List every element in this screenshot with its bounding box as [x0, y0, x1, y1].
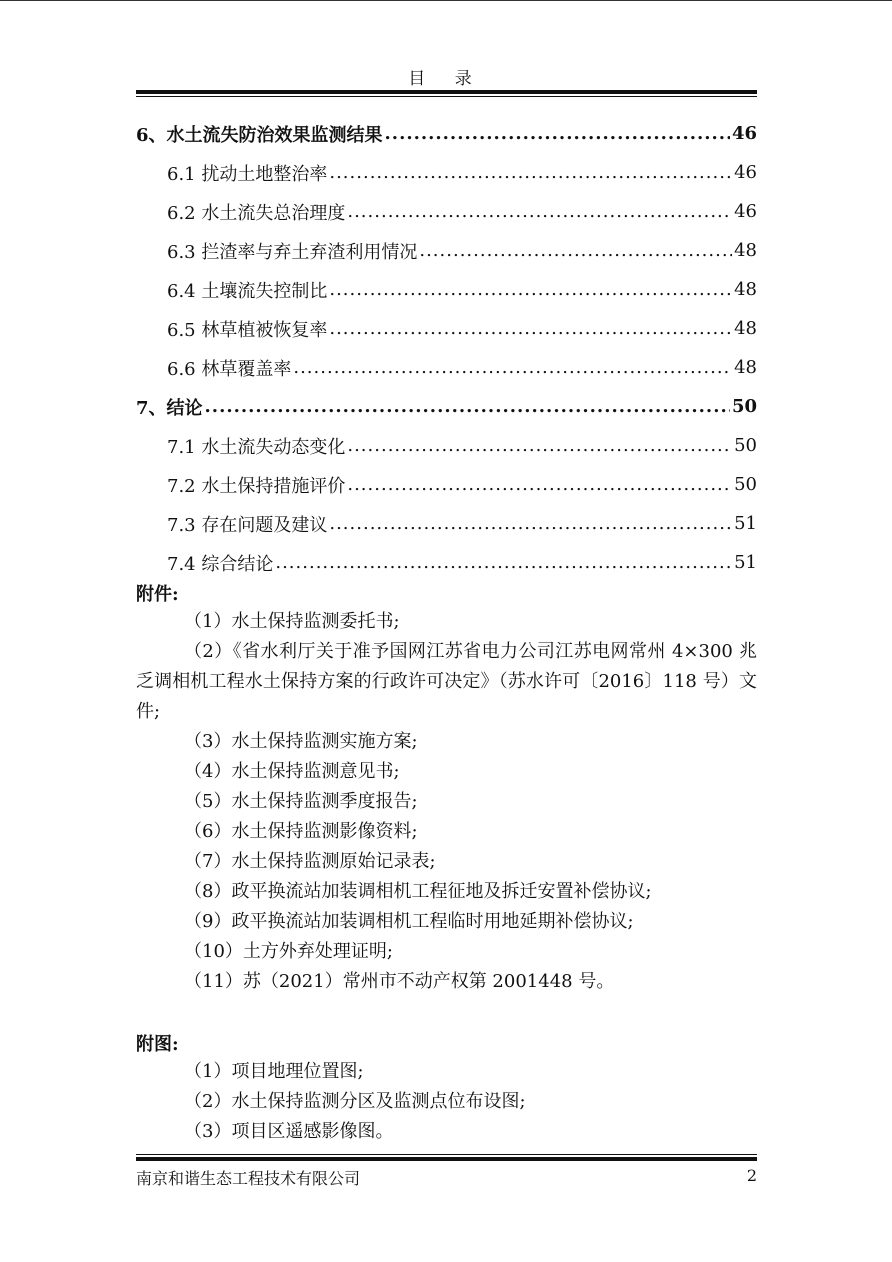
page-top-border	[0, 0, 892, 1]
toc-entry-page: 48	[734, 357, 757, 378]
toc-entry-title: 7.4 综合结论	[167, 553, 274, 575]
attachments-list	[136, 607, 757, 997]
toc-entry-title: 6.2 水土流失总治理度	[167, 202, 346, 224]
attachment-item: （3）水土保持监测实施方案;	[184, 731, 418, 752]
figures-title: 附图:	[136, 1034, 179, 1055]
toc-entry[interactable]	[136, 426, 757, 465]
toc-entry[interactable]	[136, 348, 757, 387]
attachment-item: （1）水土保持监测委托书;	[184, 611, 400, 632]
page-header-title: 目 录	[408, 69, 484, 89]
toc-entry-page: 48	[734, 240, 757, 261]
toc-leader-dots	[347, 474, 732, 495]
toc-entry[interactable]	[136, 153, 757, 192]
toc-entry[interactable]	[136, 231, 757, 270]
toc-entry-title: 7.3 存在问题及建议	[167, 514, 328, 536]
figure-item: （2）水土保持监测分区及监测点位布设图;	[184, 1091, 526, 1112]
toc-leader-dots	[275, 552, 732, 573]
toc-entry-title: 6.6 林草覆盖率	[167, 358, 292, 380]
toc-entry[interactable]	[136, 465, 757, 504]
toc-leader-dots	[329, 513, 732, 534]
toc-entry[interactable]	[136, 192, 757, 231]
toc-entry-title: 6.3 拦渣率与弃土弃渣利用情况	[167, 241, 418, 263]
toc-entry-page: 46	[734, 201, 757, 222]
toc-leader-dots	[293, 357, 732, 378]
figures-list	[136, 1057, 757, 1147]
table-of-contents	[136, 114, 757, 582]
attachment-item: （5）水土保持监测季度报告;	[184, 791, 418, 812]
toc-entry[interactable]	[136, 504, 757, 543]
attachment-item: （7）水土保持监测原始记录表;	[184, 851, 436, 872]
toc-entry-title: 6、水土流失防治效果监测结果	[136, 124, 383, 146]
attachment-item: （8）政平换流站加装调相机工程征地及拆迁安置补偿协议;	[184, 881, 652, 902]
toc-entry[interactable]	[136, 387, 757, 426]
attachments-title: 附件:	[136, 584, 179, 605]
footer-page-number: 2	[746, 1166, 757, 1185]
attachment-item: （10）土方外弃处理证明;	[184, 941, 393, 962]
toc-entry-title: 7、结论	[136, 397, 203, 419]
footer-rule-thin	[136, 1154, 757, 1155]
attachment-item: （6）水土保持监测影像资料;	[184, 821, 418, 842]
toc-entry-title: 6.5 林草植被恢复率	[167, 319, 328, 341]
toc-entry-page: 46	[731, 123, 757, 144]
toc-entry-title: 6.4 土壤流失控制比	[167, 280, 328, 302]
toc-entry[interactable]	[136, 309, 757, 348]
header-rule-thin	[136, 96, 757, 97]
toc-entry-page: 50	[734, 435, 757, 456]
toc-entry-title: 7.2 水土保持措施评价	[167, 475, 346, 497]
toc-entry[interactable]	[136, 270, 757, 309]
figure-item: （3）项目区遥感影像图。	[184, 1121, 394, 1142]
attachment-item: （11）苏（2021）常州市不动产权第 2001448 号。	[184, 971, 615, 992]
toc-leader-dots	[419, 240, 732, 261]
figure-item: （1）项目地理位置图;	[184, 1061, 364, 1082]
footer-company: 南京和谐生态工程技术有限公司	[136, 1169, 361, 1188]
toc-entry-page: 50	[734, 474, 757, 495]
toc-leader-dots	[329, 279, 732, 300]
toc-leader-dots	[329, 162, 732, 183]
toc-entry-page: 51	[734, 552, 757, 573]
toc-leader-dots	[347, 435, 732, 456]
attachment-item: （9）政平换流站加装调相机工程临时用地延期补偿协议;	[184, 911, 634, 932]
toc-entry-page: 51	[734, 513, 757, 534]
toc-entry-title: 6.1 扰动土地整治率	[167, 163, 328, 185]
toc-entry[interactable]	[136, 543, 757, 582]
toc-leader-dots	[347, 201, 732, 222]
toc-leader-dots	[329, 318, 732, 339]
toc-entry-page: 50	[731, 396, 757, 417]
toc-entry-page: 48	[734, 318, 757, 339]
toc-entry-title: 7.1 水土流失动态变化	[167, 436, 346, 458]
toc-leader-dots	[205, 396, 730, 417]
toc-entry-page: 48	[734, 279, 757, 300]
toc-leader-dots	[385, 123, 730, 144]
header-rule-thick	[136, 90, 757, 94]
toc-entry[interactable]	[136, 114, 757, 153]
attachment-item: （2）《省水利厅关于准予国网江苏省电力公司江苏电网常州 4×300 兆乏调相机工程水土保持方案的行政许可决定》（苏水许可〔2016〕118 号）文件;	[136, 641, 757, 722]
attachment-item: （4）水土保持监测意见书;	[184, 761, 400, 782]
toc-entry-page: 46	[734, 162, 757, 183]
footer-rule-thick	[136, 1157, 757, 1161]
